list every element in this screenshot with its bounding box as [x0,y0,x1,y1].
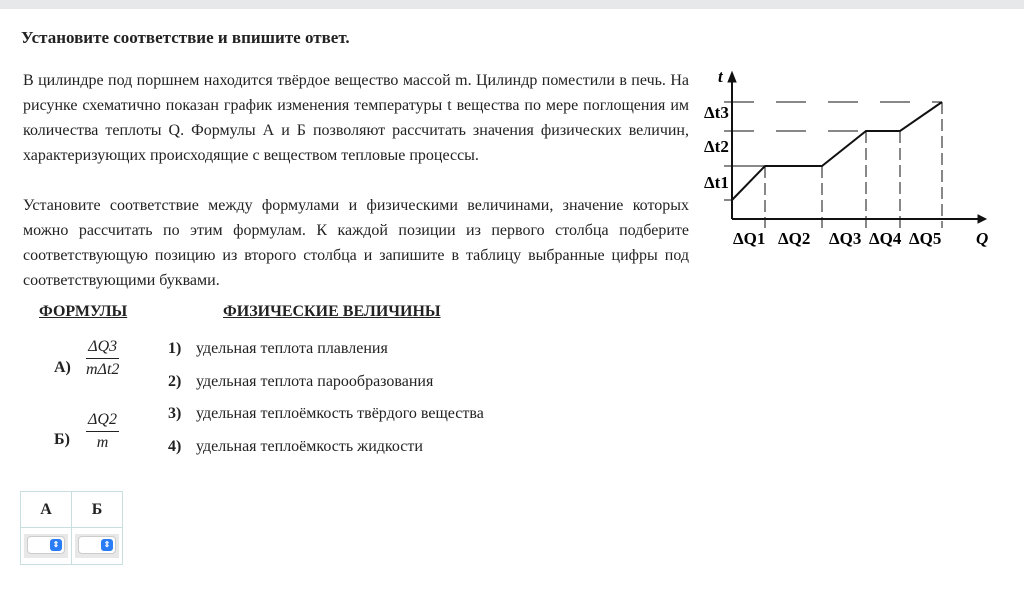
numerator: ΔQ3 [86,338,119,359]
denominator: mΔt2 [86,361,120,378]
x-label: ΔQ1 [733,229,766,248]
column-header-b: Б [72,492,123,528]
select-arrows-icon: ⇕ [50,539,62,551]
quantity-option: 3) удельная теплоёмкость твёрдого вещества [168,405,484,422]
y-label: Δt1 [704,173,729,192]
column-header-a: А [21,492,72,528]
x-label: ΔQ3 [829,229,862,248]
formula-label: А) [54,359,71,376]
denominator: m [96,434,109,451]
quantity-option: 1) удельная теплота плавления [168,340,388,357]
y-axis-label: t [718,67,723,86]
formula-b [86,411,119,452]
instruction-text: Установите соответствие между формулами и физическими величинами, значение которых можно рассчитать по этим формулам. К каждой позиции из первого столбца подберите соответствующую позицию из второго столбца и запишите в таблицу выбранные цифры под соответствующими буквами. [23,197,689,289]
problem-text: В цилиндре под поршнем находится твёрдое вещество массой m. Цилиндр поместили в печь. На рисунке схематично показан график изменения температуры t вещества по мере поглощения им количества теплоты Q. Формулы А и Б позволяют рассчитать значения физических величин, характеризующих происходящие с веществом тепловые процессы. [23,72,689,164]
x-label: ΔQ2 [778,229,811,248]
answer-select-a[interactable] [24,534,68,558]
answer-select-b[interactable] [75,534,119,558]
numerator: ΔQ2 [86,411,119,432]
select-arrows-icon: ⇕ [101,539,113,551]
y-label: Δt2 [704,137,729,156]
x-label: ΔQ5 [909,229,942,248]
task-title: Установите соответствие и впишите ответ. [21,28,350,47]
formulas-header: ФОРМУЛЫ [39,303,128,320]
quantity-option: 2) удельная теплота парообразования [168,373,434,390]
x-axis-label: Q [976,229,989,248]
answer-table [20,491,123,565]
y-label: Δt3 [704,103,729,122]
formula-a [86,338,119,379]
formula-label: Б) [54,431,70,448]
x-label: ΔQ4 [869,229,902,248]
quantity-option: 4) удельная теплоёмкость жидкости [168,438,423,455]
quantities-header: ФИЗИЧЕСКИЕ ВЕЛИЧИНЫ [223,303,441,320]
